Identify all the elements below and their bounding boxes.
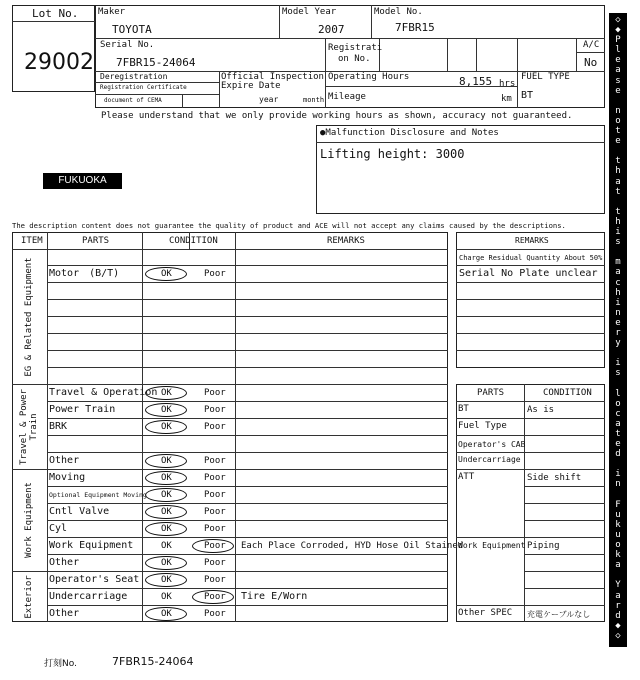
lot-label: Lot No. bbox=[32, 7, 79, 20]
right-remarks-title: REMARKS bbox=[515, 236, 549, 245]
malfunction-text: Lifting height: 3000 bbox=[320, 147, 465, 161]
hrs-label: hrs bbox=[499, 79, 516, 89]
side-banner-char: n bbox=[615, 105, 621, 116]
side-banner-char: o bbox=[615, 398, 621, 409]
part-row: Work Equipment bbox=[49, 540, 134, 551]
side-banner-char: h bbox=[615, 216, 621, 227]
side-banner-char: a bbox=[615, 418, 621, 429]
inspection-label-1: Official Inspection bbox=[221, 72, 324, 82]
side-banner-char: ◇ bbox=[615, 15, 621, 25]
right-parts-header: PARTS bbox=[477, 388, 505, 398]
poor-label: Poor bbox=[204, 456, 226, 466]
part-row: Cyl bbox=[49, 523, 68, 534]
section-travel: Travel & Power Train bbox=[19, 389, 39, 465]
registration-label-2: on No. bbox=[338, 54, 371, 64]
side-banner-char: h bbox=[615, 287, 621, 298]
side-banner-char: a bbox=[615, 65, 621, 76]
side-banner-char: ◇ bbox=[615, 630, 621, 641]
poor-label: Poor bbox=[204, 524, 226, 534]
poor-label: Poor bbox=[204, 507, 226, 517]
model-no-value: 7FBR15 bbox=[395, 21, 435, 34]
ok-label: OK bbox=[161, 456, 172, 466]
side-banner-char: o bbox=[615, 115, 621, 126]
ok-label: OK bbox=[161, 507, 172, 517]
side-banner-char: l bbox=[615, 388, 621, 399]
serial-label: Serial No. bbox=[100, 40, 155, 50]
side-banner-char: l bbox=[615, 45, 621, 56]
side-banner-char: e bbox=[615, 55, 621, 66]
poor-label: Poor bbox=[204, 473, 226, 483]
model-year-label: Model Year bbox=[282, 7, 337, 17]
side-banner-char: P bbox=[615, 35, 621, 46]
side-banner-char: d bbox=[615, 610, 621, 621]
right-condition: Side shift bbox=[527, 473, 582, 483]
ok-label: OK bbox=[161, 388, 172, 398]
poor-label: Poor bbox=[204, 422, 226, 432]
remark-row: Each Place Corroded, HYD Hose Oil Stained bbox=[241, 541, 464, 551]
part-row: Operator's Seat bbox=[49, 574, 140, 585]
side-banner-char: h bbox=[615, 166, 621, 177]
ok-label: OK bbox=[161, 558, 172, 568]
side-banner-char: t bbox=[615, 156, 621, 167]
side-banner-char: n bbox=[615, 307, 621, 318]
ok-label: OK bbox=[161, 541, 172, 551]
part-row: Undercarriage bbox=[49, 591, 128, 602]
part-row: BRK bbox=[49, 421, 68, 432]
side-banner-char: y bbox=[615, 338, 621, 349]
part-row: Other bbox=[49, 557, 80, 568]
registration-label-1: Registrati bbox=[328, 43, 383, 53]
header-item: ITEM bbox=[21, 236, 43, 246]
side-banner-char: m bbox=[615, 257, 621, 268]
model-no-label: Model No. bbox=[374, 7, 423, 17]
ac-label: A/C bbox=[583, 40, 600, 50]
side-banner-char: t bbox=[615, 126, 621, 137]
km-label: km bbox=[501, 94, 512, 104]
ok-label: OK bbox=[161, 405, 172, 415]
part-row: Moving bbox=[49, 472, 86, 483]
side-banner-char: Y bbox=[615, 580, 621, 591]
registration-certificate-label: Registration Certificate bbox=[100, 84, 187, 91]
side-banner-char: i bbox=[615, 297, 621, 308]
ok-label: OK bbox=[161, 490, 172, 500]
poor-label: Poor bbox=[204, 592, 226, 602]
part-row: Power Train bbox=[49, 404, 116, 415]
side-banner-char: k bbox=[615, 519, 621, 530]
side-banner-char: e bbox=[615, 439, 621, 450]
side-banner-char: c bbox=[615, 277, 621, 288]
poor-label: Poor bbox=[204, 388, 226, 398]
side-banner-char: s bbox=[615, 368, 621, 379]
lot-number: 29002 bbox=[24, 50, 94, 75]
disclaimer-text: The description content does not guarantee the quality of product and ACE will not accept any claims caused by the descriptions. bbox=[12, 221, 566, 230]
right-remarks-line1: Charge Residual Quantity About 50% bbox=[459, 254, 603, 262]
month-label: month bbox=[303, 96, 325, 104]
side-banner-char: ◆ bbox=[615, 25, 621, 36]
side-banner-char: i bbox=[615, 469, 621, 480]
right-part: Undercarriage bbox=[458, 455, 521, 464]
operating-hours-label: Operating Hours bbox=[328, 72, 410, 82]
side-banner-char: t bbox=[615, 186, 621, 197]
ok-label: OK bbox=[161, 473, 172, 483]
year-label: year bbox=[259, 95, 279, 104]
poor-label: Poor bbox=[204, 541, 226, 551]
right-remarks-line2: Serial No Plate unclear bbox=[459, 268, 598, 279]
inspection-label-2: Expire Date bbox=[221, 81, 281, 91]
side-banner-char: a bbox=[615, 267, 621, 278]
section-eg: EG & Related Equipment bbox=[24, 257, 34, 377]
operating-hours-value: 8,155 bbox=[459, 75, 493, 88]
side-banner-char: r bbox=[615, 600, 621, 611]
side-banner-char: e bbox=[615, 136, 621, 147]
engraving-label: 打刻No. bbox=[44, 659, 77, 669]
fuel-type-value: BT bbox=[521, 90, 534, 101]
side-banner-char: a bbox=[615, 176, 621, 187]
part-row: Travel & Operation bbox=[49, 387, 158, 398]
side-banner-char: s bbox=[615, 75, 621, 86]
header-condition: CONDITION bbox=[169, 236, 218, 246]
side-banner-char: a bbox=[615, 590, 621, 601]
right-part: ATT bbox=[458, 472, 475, 482]
side-banner-char: t bbox=[615, 206, 621, 217]
side-banner-char: u bbox=[615, 529, 621, 540]
header-parts: PARTS bbox=[82, 236, 110, 246]
ok-label: OK bbox=[161, 609, 172, 619]
section-work: Work Equipment bbox=[24, 482, 34, 558]
part-row: Motor (B/T) bbox=[49, 268, 120, 279]
right-part: Work Equipment bbox=[458, 541, 526, 550]
right-condition: Piping bbox=[527, 541, 560, 551]
section-exterior: Exterior bbox=[24, 575, 34, 619]
side-banner-char: i bbox=[615, 358, 621, 369]
ac-value: No bbox=[584, 56, 598, 69]
poor-label: Poor bbox=[204, 405, 226, 415]
right-part: Fuel Type bbox=[458, 421, 507, 431]
poor-label: Poor bbox=[204, 490, 226, 500]
cema-label: document of CEMA bbox=[104, 97, 162, 104]
right-condition: 充電ケーブルなし bbox=[527, 610, 591, 619]
mileage-label: Mileage bbox=[328, 92, 366, 102]
poor-label: Poor bbox=[204, 558, 226, 568]
header-remarks: REMARKS bbox=[327, 236, 365, 246]
poor-label: Poor bbox=[204, 269, 226, 279]
poor-label: Poor bbox=[204, 575, 226, 585]
malfunction-box bbox=[316, 125, 605, 214]
side-banner-char: k bbox=[615, 550, 621, 561]
side-banner-char: i bbox=[615, 227, 621, 238]
side-banner-char: t bbox=[615, 428, 621, 439]
right-part: Operator's CAB bbox=[458, 440, 526, 449]
right-part: BT bbox=[458, 404, 469, 414]
serial-value: 7FBR15-24064 bbox=[116, 56, 196, 69]
notice-text: Please understand that we only provide working hours as shown, accuracy not guaranteed. bbox=[101, 111, 573, 121]
malfunction-title: ●Malfunction Disclosure and Notes bbox=[320, 128, 499, 138]
side-banner-char: e bbox=[615, 85, 621, 96]
side-banner-char: u bbox=[615, 509, 621, 520]
side-banner-char: o bbox=[615, 540, 621, 551]
side-banner-char: n bbox=[615, 479, 621, 490]
side-banner-char: F bbox=[615, 499, 621, 510]
ok-label: OK bbox=[161, 269, 172, 279]
part-row: Other bbox=[49, 608, 80, 619]
side-banner-char: r bbox=[615, 328, 621, 338]
side-banner-char: a bbox=[615, 560, 621, 571]
engraving-value: 7FBR15-24064 bbox=[112, 655, 194, 668]
maker-label: Maker bbox=[98, 7, 126, 17]
right-part: Other SPEC bbox=[458, 608, 513, 618]
maker-value: TOYOTA bbox=[112, 23, 152, 36]
side-banner-char: s bbox=[615, 237, 621, 248]
ok-label: OK bbox=[161, 575, 172, 585]
remark-row: Tire E/Worn bbox=[241, 591, 308, 602]
side-banner bbox=[609, 13, 627, 647]
fuel-type-label: FUEL TYPE bbox=[521, 72, 570, 82]
part-row: Optional Equipment Moving bbox=[49, 491, 147, 499]
deregistration-label: Deregistration bbox=[100, 72, 168, 81]
ok-label: OK bbox=[161, 524, 172, 534]
model-year-value: 2007 bbox=[318, 23, 345, 36]
part-row: Other bbox=[49, 455, 80, 466]
side-banner-char: e bbox=[615, 317, 621, 328]
right-condition-header: CONDITION bbox=[543, 388, 592, 398]
side-banner-char: c bbox=[615, 408, 621, 419]
right-remarks-box bbox=[456, 232, 605, 368]
ok-label: OK bbox=[161, 422, 172, 432]
poor-label: Poor bbox=[204, 609, 226, 619]
side-banner-char: d bbox=[615, 449, 621, 460]
part-row: Cntl Valve bbox=[49, 506, 110, 517]
ok-label: OK bbox=[161, 592, 172, 602]
side-banner-char: ◆ bbox=[615, 620, 621, 631]
location-tag: FUKUOKA bbox=[43, 173, 122, 189]
right-condition: As is bbox=[527, 405, 555, 415]
